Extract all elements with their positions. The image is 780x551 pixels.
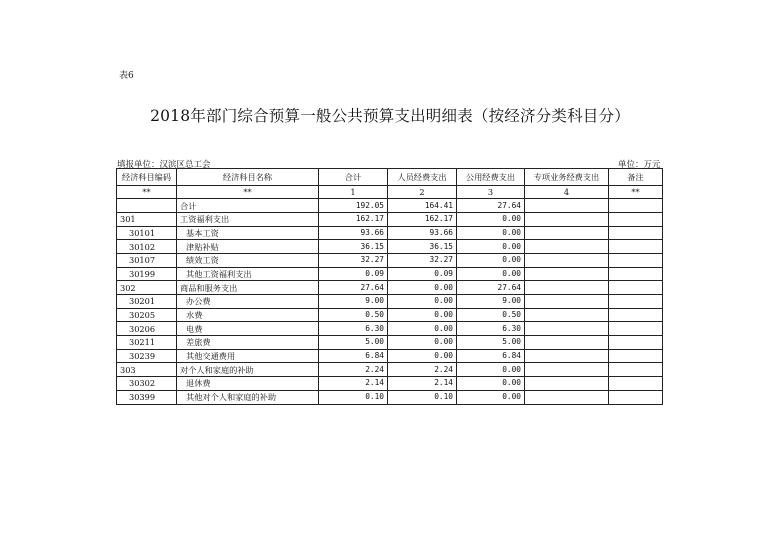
cell-public: 0.00 [457, 226, 525, 240]
cell-name: 退休费 [177, 377, 319, 391]
table-number-label: 表6 [119, 71, 134, 81]
cell-total: 6.84 [319, 349, 388, 363]
header-note: 备注 [609, 169, 663, 186]
table-header-row [117, 169, 663, 186]
cell-special [525, 349, 609, 363]
cell-note [609, 226, 663, 240]
cell-special [525, 281, 609, 295]
cell-code: 30302 [117, 377, 177, 391]
cell-code: 30102 [117, 240, 177, 254]
cell-personnel: 0.00 [388, 322, 457, 336]
currency-unit-label: 单位：万元 [618, 160, 661, 170]
cell-public: 0.00 [457, 377, 525, 391]
table-row [117, 349, 663, 363]
cell-code: 30211 [117, 336, 177, 350]
cell-personnel: 93.66 [388, 226, 457, 240]
cell-note [609, 199, 663, 213]
cell-public: 6.30 [457, 322, 525, 336]
cell-special [525, 226, 609, 240]
cell-total: 9.00 [319, 295, 388, 309]
page-title: 2018年部门综合预算一般公共预算支出明细表（按经济分类科目分） [150, 107, 630, 125]
cell-code: 301 [117, 212, 177, 226]
index-cell: ** [609, 185, 663, 199]
cell-code: 30239 [117, 349, 177, 363]
header-public: 公用经费支出 [457, 169, 525, 186]
cell-personnel: 0.00 [388, 281, 457, 295]
table-row [117, 377, 663, 391]
cell-name: 其他对个人和家庭的补助 [177, 390, 319, 404]
cell-code: 30201 [117, 295, 177, 309]
expenditure-table [116, 168, 663, 405]
header-code: 经济科目编码 [117, 169, 177, 186]
cell-personnel: 2.24 [388, 363, 457, 377]
table-row [117, 267, 663, 281]
cell-code: 302 [117, 281, 177, 295]
cell-total: 0.09 [319, 267, 388, 281]
cell-special [525, 212, 609, 226]
cell-special [525, 377, 609, 391]
cell-special [525, 295, 609, 309]
cell-note [609, 253, 663, 267]
table-row [117, 240, 663, 254]
cell-personnel: 36.15 [388, 240, 457, 254]
cell-personnel: 0.00 [388, 336, 457, 350]
cell-personnel: 32.27 [388, 253, 457, 267]
cell-code: 30107 [117, 253, 177, 267]
cell-public: 27.64 [457, 199, 525, 213]
cell-total: 162.17 [319, 212, 388, 226]
table-row [117, 363, 663, 377]
cell-public: 0.00 [457, 390, 525, 404]
cell-total: 2.14 [319, 377, 388, 391]
table-row [117, 322, 663, 336]
cell-name: 电费 [177, 322, 319, 336]
cell-special [525, 322, 609, 336]
cell-name: 差旅费 [177, 336, 319, 350]
cell-note [609, 267, 663, 281]
cell-public: 0.50 [457, 308, 525, 322]
cell-personnel: 0.10 [388, 390, 457, 404]
header-special: 专项业务经费支出 [525, 169, 609, 186]
cell-note [609, 377, 663, 391]
index-cell: 4 [525, 185, 609, 199]
table-row [117, 390, 663, 404]
cell-personnel: 0.00 [388, 349, 457, 363]
cell-personnel: 162.17 [388, 212, 457, 226]
table-row [117, 199, 663, 213]
cell-note [609, 295, 663, 309]
cell-name: 合计 [177, 199, 319, 213]
cell-public: 0.00 [457, 212, 525, 226]
index-cell: 2 [388, 185, 457, 199]
index-cell: ** [177, 185, 319, 199]
cell-note [609, 390, 663, 404]
cell-total: 192.05 [319, 199, 388, 213]
table-row [117, 253, 663, 267]
cell-name: 绩效工资 [177, 253, 319, 267]
table-row [117, 308, 663, 322]
cell-note [609, 363, 663, 377]
cell-public: 27.64 [457, 281, 525, 295]
cell-public: 0.00 [457, 253, 525, 267]
cell-code: 303 [117, 363, 177, 377]
cell-special [525, 253, 609, 267]
cell-public: 9.00 [457, 295, 525, 309]
cell-name: 工资福利支出 [177, 212, 319, 226]
cell-special [525, 308, 609, 322]
header-personnel: 人员经费支出 [388, 169, 457, 186]
cell-code: 30205 [117, 308, 177, 322]
cell-special [525, 336, 609, 350]
cell-public: 6.84 [457, 349, 525, 363]
cell-public: 0.00 [457, 267, 525, 281]
cell-name: 对个人和家庭的补助 [177, 363, 319, 377]
index-cell: 3 [457, 185, 525, 199]
cell-total: 32.27 [319, 253, 388, 267]
cell-personnel: 0.00 [388, 308, 457, 322]
cell-name: 商品和服务支出 [177, 281, 319, 295]
cell-total: 2.24 [319, 363, 388, 377]
header-total: 合计 [319, 169, 388, 186]
cell-special [525, 199, 609, 213]
cell-total: 5.00 [319, 336, 388, 350]
index-row [117, 185, 663, 199]
table-row [117, 336, 663, 350]
cell-public: 0.00 [457, 363, 525, 377]
cell-public: 0.00 [457, 240, 525, 254]
cell-personnel: 0.00 [388, 295, 457, 309]
cell-total: 0.10 [319, 390, 388, 404]
cell-total: 0.50 [319, 308, 388, 322]
cell-personnel: 164.41 [388, 199, 457, 213]
cell-personnel: 2.14 [388, 377, 457, 391]
cell-total: 36.15 [319, 240, 388, 254]
table-row [117, 281, 663, 295]
cell-special [525, 363, 609, 377]
cell-code: 30399 [117, 390, 177, 404]
cell-note [609, 308, 663, 322]
cell-note [609, 336, 663, 350]
cell-total: 6.30 [319, 322, 388, 336]
filler-unit-label: 填报单位：汉滨区总工会 [117, 160, 211, 170]
index-cell: 1 [319, 185, 388, 199]
index-cell: ** [117, 185, 177, 199]
cell-name: 水费 [177, 308, 319, 322]
cell-personnel: 0.09 [388, 267, 457, 281]
cell-name: 津贴补贴 [177, 240, 319, 254]
cell-code: 30206 [117, 322, 177, 336]
header-name: 经济科目名称 [177, 169, 319, 186]
cell-special [525, 390, 609, 404]
cell-note [609, 349, 663, 363]
cell-total: 93.66 [319, 226, 388, 240]
cell-special [525, 240, 609, 254]
cell-special [525, 267, 609, 281]
cell-name: 其他工资福利支出 [177, 267, 319, 281]
cell-note [609, 281, 663, 295]
cell-note [609, 240, 663, 254]
cell-note [609, 212, 663, 226]
cell-note [609, 322, 663, 336]
cell-public: 5.00 [457, 336, 525, 350]
cell-total: 27.64 [319, 281, 388, 295]
cell-name: 基本工资 [177, 226, 319, 240]
cell-code: 30199 [117, 267, 177, 281]
table-row [117, 226, 663, 240]
table-row [117, 212, 663, 226]
table-row [117, 295, 663, 309]
cell-code [117, 199, 177, 213]
cell-name: 办公费 [177, 295, 319, 309]
cell-code: 30101 [117, 226, 177, 240]
cell-name: 其他交通费用 [177, 349, 319, 363]
